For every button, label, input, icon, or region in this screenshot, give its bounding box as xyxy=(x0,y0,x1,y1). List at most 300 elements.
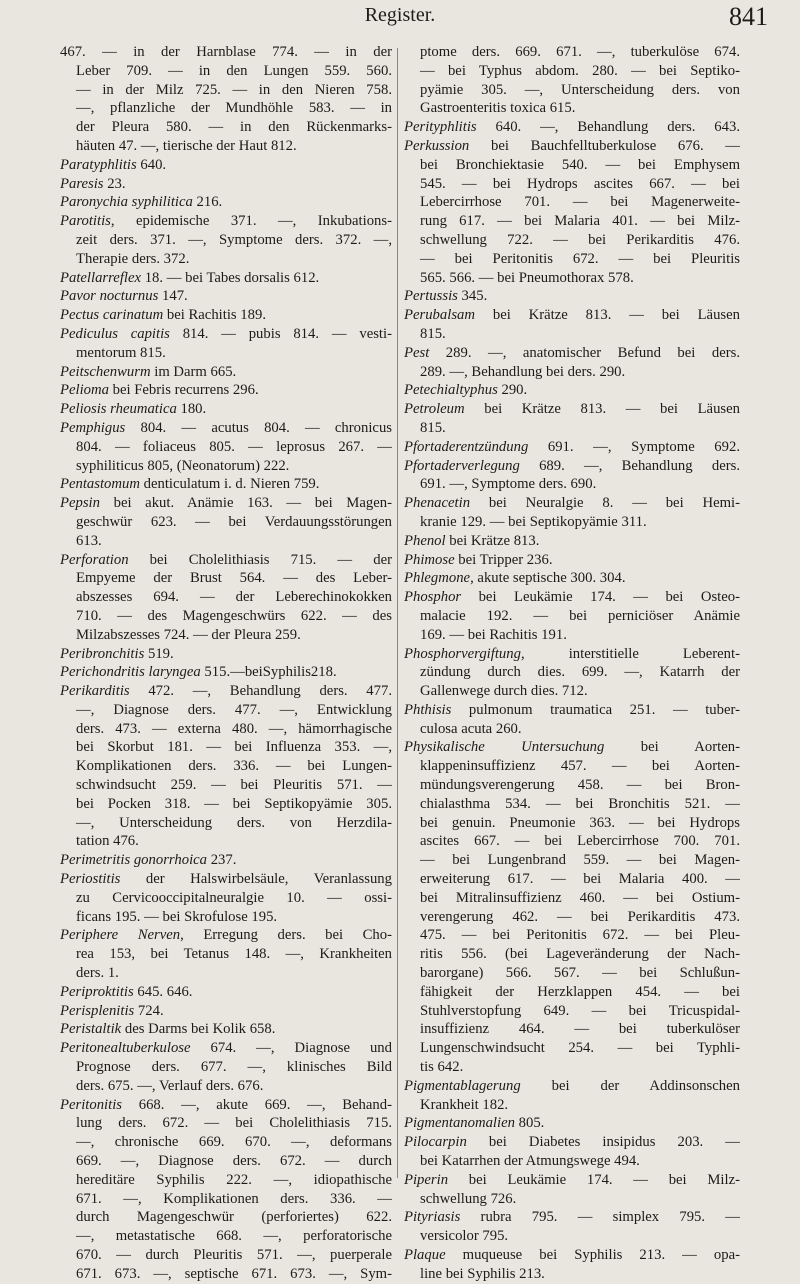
index-line xyxy=(60,889,392,908)
index-text: 345. xyxy=(457,288,488,305)
index-term: Paronychia syphilitica xyxy=(60,194,193,211)
index-line xyxy=(60,344,392,363)
index-line xyxy=(404,926,740,945)
index-text: insuffizienz 464. — bei tuberkulöser xyxy=(420,1021,740,1038)
index-term: Perisplenitis xyxy=(60,1002,135,1019)
index-text: 640. xyxy=(136,156,167,173)
index-text: bei akut. Anämie 163. — bei Magen- xyxy=(99,495,392,512)
index-line xyxy=(60,1058,392,1077)
index-line xyxy=(404,1096,740,1115)
index-line xyxy=(404,1152,740,1171)
index-text: 289. —, Behandlung bei ders. 290. xyxy=(420,363,626,380)
index-text: 180. xyxy=(176,401,207,418)
index-line xyxy=(60,193,392,212)
index-line xyxy=(404,663,740,682)
index-text: Stuhlverstopfung 649. — bei Tricuspidal- xyxy=(420,1002,740,1019)
index-line xyxy=(404,889,740,908)
index-text: 691. —, Symptome 692. xyxy=(528,438,740,455)
index-line xyxy=(404,1265,740,1284)
index-text: geschwür 623. — bei Verdauungsstörungen xyxy=(76,513,392,530)
index-line xyxy=(404,757,740,776)
index-term: Pentastomum xyxy=(60,476,140,493)
index-text: bei Bauchfelltuberkulose 676. — xyxy=(469,137,740,154)
index-line xyxy=(60,1265,392,1284)
index-line xyxy=(404,607,740,626)
index-text: Therapie ders. 372. xyxy=(76,250,190,267)
index-line xyxy=(60,738,392,757)
index-term: Pavor nocturnus xyxy=(60,288,159,305)
index-line xyxy=(60,400,392,419)
index-line xyxy=(60,231,392,250)
index-line xyxy=(60,99,392,118)
index-line xyxy=(60,269,392,288)
index-line xyxy=(404,701,740,720)
index-line xyxy=(60,287,392,306)
index-line xyxy=(60,588,392,607)
index-text: 674. —, Diagnose und xyxy=(190,1040,392,1057)
index-line xyxy=(404,1077,740,1096)
index-line xyxy=(60,137,392,156)
index-line xyxy=(404,212,740,231)
index-text: 815. xyxy=(420,325,446,342)
index-line xyxy=(404,156,740,175)
index-line xyxy=(404,438,740,457)
index-line xyxy=(60,43,392,62)
index-line xyxy=(60,663,392,682)
index-term: Petechialtyphus xyxy=(404,382,498,399)
index-text: bei Rachitis 189. xyxy=(163,307,267,324)
index-line xyxy=(60,720,392,739)
index-text: bei Mitralinsuffizienz 460. — bei Ostium- xyxy=(420,889,740,906)
index-text: — bei Typhus abdom. 280. — bei Septiko- xyxy=(420,62,740,79)
index-line xyxy=(404,964,740,983)
index-term: Peitschenwurm xyxy=(60,363,151,380)
index-term: Paresis xyxy=(60,175,104,192)
index-text: 710. — des Magengeschwürs 622. — des xyxy=(76,607,392,624)
index-line xyxy=(60,250,392,269)
index-text: syphiliticus 805, (Neonatorum) 222. xyxy=(76,457,290,474)
index-term: Petroleum xyxy=(404,401,465,418)
index-text: —, Unterscheidung ders. von Herzdila- xyxy=(76,814,392,831)
index-term: Peliosis rheumatica xyxy=(60,401,177,418)
column-divider xyxy=(397,48,398,1178)
index-text: 689. —, Behandlung ders. xyxy=(519,457,740,474)
index-text: bei Cholelithiasis 715. — der xyxy=(128,551,392,568)
index-line xyxy=(60,438,392,457)
index-line xyxy=(60,945,392,964)
index-text: des Darms bei Kolik 658. xyxy=(121,1021,276,1038)
index-line xyxy=(404,400,740,419)
index-line xyxy=(404,1190,740,1209)
index-line xyxy=(60,1096,392,1115)
index-text: häuten 47. —, tierische der Haut 812. xyxy=(76,137,297,154)
index-line xyxy=(404,99,740,118)
index-text: 670. — durch Pleuritis 571. —, puerperale xyxy=(76,1247,392,1263)
index-text: bei Katarrhen der Atmungswege 494. xyxy=(420,1153,640,1170)
index-line xyxy=(404,776,740,795)
index-text: bei genuin. Pneumonie 363. — bei Hydrops xyxy=(420,814,740,831)
index-text: pyämie 305. —, Unterscheidung ders. von xyxy=(420,81,740,98)
index-text: schwellung 726. xyxy=(420,1190,517,1207)
index-text: 671. 673. —, septische 671. 673. —, Sym- xyxy=(76,1265,392,1282)
index-text: ptome ders. 669. 671. —, tuberkulöse 674. xyxy=(420,44,740,60)
index-text: schwellung 722. — bei Perikarditis 476. xyxy=(420,231,740,248)
index-text: 804. — acutus 804. — chronicus xyxy=(125,419,392,436)
index-line xyxy=(404,287,740,306)
page-header xyxy=(0,4,800,34)
index-line xyxy=(60,645,392,664)
index-text: 645. 646. xyxy=(133,983,193,1000)
index-text: —, metastatische 668. —, perforatorische xyxy=(76,1228,392,1245)
index-text: culosa acuta 260. xyxy=(420,720,522,737)
index-term: Peritonealtuberkulose xyxy=(60,1040,191,1057)
index-text: 613. xyxy=(76,532,102,549)
index-term: Physikalische Untersuchung xyxy=(404,739,605,756)
index-line xyxy=(60,701,392,720)
index-text: bei Leukämie 174. — bei Milz- xyxy=(448,1171,740,1188)
index-line xyxy=(60,1208,392,1227)
index-line xyxy=(60,757,392,776)
index-text: 668. —, akute 669. —, Behand- xyxy=(122,1096,392,1113)
index-term: Parotitis xyxy=(60,213,111,230)
index-text: 640. —, Behandlung ders. 643. xyxy=(476,119,740,136)
index-term: Paratyphlitis xyxy=(60,156,137,173)
index-line xyxy=(60,513,392,532)
index-text: 18. — bei Tabes dorsalis 612. xyxy=(141,269,320,286)
index-line xyxy=(404,870,740,889)
index-term: Pemphigus xyxy=(60,419,126,436)
index-text: 237. xyxy=(207,852,237,869)
index-line xyxy=(404,231,740,250)
index-term: Peritonitis xyxy=(60,1096,123,1113)
index-term: Pigmentanomalien xyxy=(404,1115,515,1132)
index-text: Lungenschwindsucht 254. — bei Typhli- xyxy=(420,1040,740,1057)
index-line xyxy=(60,62,392,81)
index-line xyxy=(60,1171,392,1190)
index-line xyxy=(60,81,392,100)
index-line xyxy=(404,1133,740,1152)
index-text: ders. 675. —, Verlauf ders. 676. xyxy=(76,1077,264,1094)
index-text: tis 642. xyxy=(420,1059,464,1076)
index-line xyxy=(60,814,392,833)
index-term: Pectus carinatum xyxy=(60,307,164,324)
index-line xyxy=(60,832,392,851)
index-line xyxy=(60,118,392,137)
index-text: 519. xyxy=(144,645,174,662)
index-line xyxy=(404,1171,740,1190)
index-line xyxy=(404,569,740,588)
index-line xyxy=(404,475,740,494)
index-text: 565. 566. — bei Pneumothorax 578. xyxy=(420,269,634,286)
index-term: Pfortaderverlegung xyxy=(404,457,520,474)
index-text: ders. 1. xyxy=(76,965,119,982)
index-line xyxy=(60,381,392,400)
index-text: 289. —, anatomischer Befund bei ders. xyxy=(429,344,740,361)
index-line xyxy=(404,325,740,344)
index-text: bei Krätze 813. — bei Läusen xyxy=(464,401,740,418)
index-term: Phosphorvergiftung xyxy=(404,645,521,662)
index-text: 805. xyxy=(514,1115,545,1132)
index-line xyxy=(60,795,392,814)
index-line xyxy=(60,1077,392,1096)
index-line xyxy=(60,983,392,1002)
index-column-left xyxy=(60,43,392,1284)
index-text: 814. — pubis 814. — vesti- xyxy=(169,325,392,342)
index-line xyxy=(404,588,740,607)
index-text: 467. — in der Harnblase 774. — in der xyxy=(60,44,392,60)
index-line xyxy=(60,1133,392,1152)
index-text: zeit ders. 371. —, Symptome ders. 372. —, xyxy=(76,231,392,248)
index-term: Pigmentablagerung xyxy=(404,1077,521,1094)
index-term: Pepsin xyxy=(60,495,100,512)
index-line xyxy=(404,193,740,212)
index-text: tation 476. xyxy=(76,833,139,850)
index-text: denticulatum i. d. Nieren 759. xyxy=(139,476,320,493)
index-text: bei Krätze 813. — bei Läusen xyxy=(475,307,740,324)
index-text: 515.—beiSyphilis218. xyxy=(200,664,337,681)
index-text: 475. — bei Peritonitis 672. — bei Pleu- xyxy=(420,927,740,944)
index-line xyxy=(60,964,392,983)
index-line xyxy=(60,908,392,927)
index-text: durch Magengeschwür (perforiertes) 622. xyxy=(76,1209,392,1226)
index-line xyxy=(404,81,740,100)
index-text: bei Skorbut 181. — bei Influenza 353. —, xyxy=(76,739,392,756)
index-text: — in der Milz 725. — in den Nieren 758. xyxy=(76,81,392,98)
index-term: Pest xyxy=(404,344,430,361)
index-term: Pityriasis xyxy=(404,1209,461,1226)
index-text: — bei Peritonitis 672. — bei Pleuritis xyxy=(420,250,740,267)
index-line xyxy=(404,1208,740,1227)
index-line xyxy=(404,626,740,645)
index-term: Periostitis xyxy=(60,871,121,888)
index-text: ficans 195. — bei Skrofulose 195. xyxy=(76,908,278,925)
index-term: Phosphor xyxy=(404,589,462,606)
index-term: Peribronchitis xyxy=(60,645,145,662)
index-line xyxy=(404,738,740,757)
index-text: —, chronische 669. 670. —, deformans xyxy=(76,1134,392,1151)
index-line xyxy=(404,118,740,137)
index-term: Perforation xyxy=(60,551,129,568)
index-text: zündung durch dies. 699. —, Katarrh der xyxy=(420,664,740,681)
index-text: — bei Lungenbrand 559. — bei Magen- xyxy=(420,852,740,869)
index-term: Pelioma xyxy=(60,382,109,399)
index-line xyxy=(404,269,740,288)
index-line xyxy=(404,175,740,194)
index-line xyxy=(60,175,392,194)
index-line xyxy=(60,776,392,795)
index-term: Pilocarpin xyxy=(404,1134,467,1151)
index-text: versicolor 795. xyxy=(420,1228,509,1245)
index-line xyxy=(60,475,392,494)
index-line xyxy=(60,851,392,870)
index-line xyxy=(60,532,392,551)
index-text: 815. xyxy=(420,419,446,436)
index-text: Milzabszesses 724. — der Pleura 259. xyxy=(76,626,301,643)
index-text: Komplikationen ders. 336. — bei Lungen- xyxy=(76,758,392,775)
index-text: 669. —, Diagnose ders. 672. — durch xyxy=(76,1153,392,1170)
index-term: Piperin xyxy=(404,1171,449,1188)
index-term: Perityphlitis xyxy=(404,119,477,136)
index-line xyxy=(60,626,392,645)
index-text: malacie 192. — bei perniciöser Anämie xyxy=(420,607,740,624)
index-line xyxy=(404,43,740,62)
index-line xyxy=(60,156,392,175)
index-text: pulmonum traumatica 251. — tuber- xyxy=(451,701,740,718)
index-text: Empyeme der Brust 564. — des Leber- xyxy=(76,570,392,587)
index-line xyxy=(404,344,740,363)
index-line xyxy=(404,532,740,551)
index-line xyxy=(404,720,740,739)
index-text: Prognose ders. 677. —, klinisches Bild xyxy=(76,1059,392,1076)
index-text: bei der Addinsonschen xyxy=(520,1077,740,1094)
index-text: Gastroenteritis toxica 615. xyxy=(420,100,576,117)
index-line xyxy=(404,1114,740,1133)
index-text: bei Febris recurrens 296. xyxy=(108,382,259,399)
index-line xyxy=(404,381,740,400)
index-text: bei Aorten- xyxy=(604,739,740,756)
index-text: 671. —, Komplikationen ders. 336. — xyxy=(76,1190,392,1207)
index-text: rubra 795. — simplex 795. — xyxy=(460,1209,740,1226)
index-text: klappeninsuffizienz 457. — bei Aorten- xyxy=(420,758,740,775)
index-line xyxy=(60,1039,392,1058)
index-line xyxy=(60,1152,392,1171)
index-text: 804. — foliaceus 805. — leprosus 267. — xyxy=(76,438,392,455)
index-term: Pediculus capitis xyxy=(60,325,170,342)
index-line xyxy=(404,250,740,269)
index-line xyxy=(404,832,740,851)
index-term: Phenacetin xyxy=(404,495,471,512)
index-text: 169. — bei Rachitis 191. xyxy=(420,626,567,643)
index-text: bei Neuralgie 8. — bei Hemi- xyxy=(470,495,740,512)
index-text: fähigkeit der Herzklappen 454. — bei xyxy=(420,983,740,1000)
index-line xyxy=(404,983,740,1002)
index-text: 290. xyxy=(497,382,528,399)
index-text: der Halswirbelsäule, Veranlassung xyxy=(120,871,392,888)
index-line xyxy=(404,795,740,814)
index-term: Perubalsam xyxy=(404,307,475,324)
index-term: Patellarreflex xyxy=(60,269,142,286)
index-text: , akute septische 300. 304. xyxy=(470,570,626,587)
index-line xyxy=(404,457,740,476)
index-line xyxy=(404,1227,740,1246)
index-text: , Erregung ders. bei Cho- xyxy=(180,927,392,944)
index-text: bei Pocken 318. — bei Septikopyämie 305. xyxy=(76,795,392,812)
index-term: Perkussion xyxy=(404,137,470,154)
index-line xyxy=(60,569,392,588)
index-term: Periproktitis xyxy=(60,983,134,1000)
index-line xyxy=(404,513,740,532)
index-line xyxy=(404,551,740,570)
index-term: Perikarditis xyxy=(60,683,130,700)
index-line xyxy=(60,306,392,325)
index-text: , epidemische 371. —, Inkubations- xyxy=(110,213,392,230)
index-line xyxy=(60,325,392,344)
index-term: Peristaltik xyxy=(60,1021,122,1038)
index-text: bei Bronchiektasie 540. — bei Emphysem xyxy=(420,156,740,173)
index-text: rea 153, bei Tetanus 148. —, Krankheiten xyxy=(76,946,392,963)
index-line xyxy=(404,1246,740,1265)
index-text: 724. xyxy=(134,1002,164,1019)
index-line xyxy=(60,1002,392,1021)
index-line xyxy=(404,1039,740,1058)
index-line xyxy=(404,682,740,701)
index-text: Leber 709. — in den Lungen 559. 560. xyxy=(76,62,392,79)
index-line xyxy=(60,1246,392,1265)
index-text: 545. — bei Hydrops ascites 667. — bei xyxy=(420,175,740,192)
index-line xyxy=(60,1020,392,1039)
index-text: schwindsucht 259. — bei Pleuritis 571. — xyxy=(76,777,392,794)
index-line xyxy=(404,1058,740,1077)
page-number: 841 xyxy=(729,2,768,31)
index-line xyxy=(60,419,392,438)
index-text: 216. xyxy=(192,194,223,211)
index-line xyxy=(60,1227,392,1246)
index-text: line bei Syphilis 213. xyxy=(420,1265,545,1282)
index-line xyxy=(404,814,740,833)
index-text: erweiterung 617. — bei Malaria 400. — xyxy=(420,871,740,888)
index-line xyxy=(404,363,740,382)
index-text: 691. —, Symptome ders. 690. xyxy=(420,476,597,493)
index-line xyxy=(60,607,392,626)
index-term: Perichondritis laryngea xyxy=(60,664,201,681)
index-line xyxy=(60,363,392,382)
index-text: ascites 667. — bei Lebercirrhose 700. 701. xyxy=(420,833,740,850)
index-line xyxy=(60,494,392,513)
index-line xyxy=(404,1002,740,1021)
running-head: Register. xyxy=(364,4,436,26)
index-text: bei Leukämie 174. — bei Osteo- xyxy=(461,589,740,606)
index-text: , interstitielle Leberent- xyxy=(520,645,740,662)
index-text: ders. 473. — externa 480. —, hämorrhagische xyxy=(76,720,392,737)
index-term: Phenol xyxy=(404,532,446,549)
index-line xyxy=(404,62,740,81)
index-text: der Pleura 580. — in den Rückenmarks- xyxy=(76,119,392,136)
index-text: 23. xyxy=(103,175,126,192)
index-column-right xyxy=(404,43,740,1284)
index-line xyxy=(60,457,392,476)
index-text: barorgane) 566. 567. — bei Schlußun- xyxy=(420,965,740,982)
index-text: abszesses 694. — der Leberechinokokken xyxy=(76,589,392,606)
index-text: hereditäre Syphilis 222. —, idiopathische xyxy=(76,1171,392,1188)
index-term: Pfortaderentzündung xyxy=(404,438,529,455)
index-text: kranie 129. — bei Septikopyämie 311. xyxy=(420,513,647,530)
index-line xyxy=(404,1020,740,1039)
index-text: lung ders. 672. — bei Cholelithiasis 715. xyxy=(76,1115,392,1132)
index-term: Phimose xyxy=(404,551,455,568)
index-text: bei Krätze 813. xyxy=(445,532,540,549)
index-line xyxy=(404,419,740,438)
index-line xyxy=(404,494,740,513)
index-text: rung 617. — bei Malaria 401. — bei Milz- xyxy=(420,213,740,230)
index-text: —, Diagnose ders. 477. —, Entwicklung xyxy=(76,701,392,718)
index-line xyxy=(60,1190,392,1209)
index-text: Lebercirrhose 701. — bei Magenerweite- xyxy=(420,194,740,211)
index-line xyxy=(404,908,740,927)
index-text: 472. —, Behandlung ders. 477. xyxy=(129,683,392,700)
index-line xyxy=(60,212,392,231)
index-line xyxy=(60,926,392,945)
index-term: Pertussis xyxy=(404,288,458,305)
index-text: muqueuse bei Syphilis 213. — opa- xyxy=(445,1247,740,1263)
index-text: bei Tripper 236. xyxy=(454,551,553,568)
index-term: Perimetritis gonorrhoica xyxy=(60,852,208,869)
index-text: mentorum 815. xyxy=(76,344,166,361)
index-text: 147. xyxy=(158,288,188,305)
index-text: Krankheit 182. xyxy=(420,1096,509,1113)
index-text: mündungsverengerung 458. — bei Bron- xyxy=(420,777,740,794)
index-term: Periphere Nerven xyxy=(60,927,181,944)
index-text: bei Diabetes insipidus 203. — xyxy=(466,1134,740,1151)
